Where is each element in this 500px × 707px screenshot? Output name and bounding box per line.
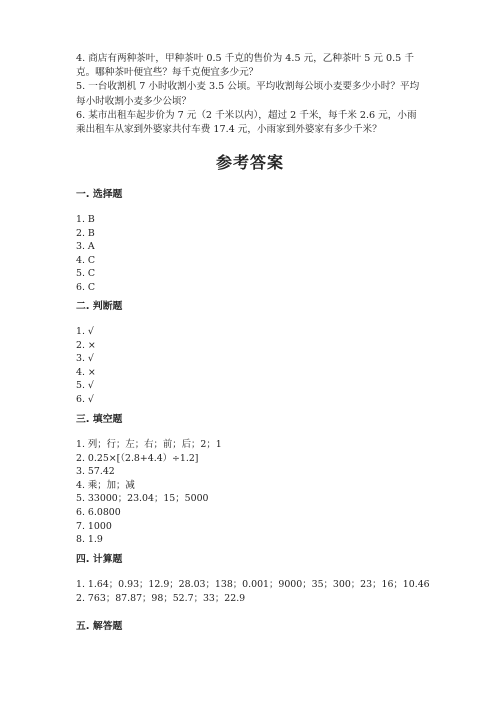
answer-line: 6. √: [76, 393, 94, 405]
answer-line: 2. 763；87.87；98；52.7；33；22.9: [76, 592, 246, 604]
answer-line: 3. 57.42: [76, 466, 115, 478]
section-title: 三. 填空题: [76, 414, 123, 425]
section-multiple-choice: [76, 186, 122, 295]
answer-line: 1. √: [76, 326, 94, 337]
answer-line: 5. √: [76, 380, 94, 392]
answer-line: 5. C: [76, 268, 96, 280]
answer-line: 6. 6.0800: [76, 506, 121, 518]
section-calculation: [76, 551, 430, 605]
problem-4: 4. 商店有两种茶叶，甲种茶叶 0.5 千克的售价为 4.5 元，乙种茶叶 5 元 0.5 千克。哪种茶叶便宜些？每千克便宜多少元？: [76, 53, 414, 79]
section-title: 四. 计算题: [76, 554, 123, 565]
section-title: 一. 选择题: [76, 189, 123, 200]
problem-6: 6. 某市出租车起步价为 7 元（2 千米以内），超过 2 千米，每千米 2.6 元，小雨乘出租车从家到外婆家共付车费 17.4 元，小雨家到外婆家有多少千米？: [76, 109, 417, 136]
answer-line: 4. 乘；加；减: [76, 479, 135, 491]
answer-line: 6. C: [76, 281, 96, 293]
answer-line: 4. ×: [76, 366, 96, 378]
answer-line: 4. C: [76, 254, 96, 266]
answer-key-title: 参考答案: [215, 153, 284, 172]
answer-line: 7. 1000: [76, 520, 112, 532]
answer-line: 8. 1.9: [76, 534, 103, 546]
answer-line: 2. 0.25×[（2.8+4.4）÷1.2]: [76, 452, 199, 464]
section-true-false: [76, 298, 122, 407]
answer-line: 2. ×: [76, 339, 96, 351]
answer-line: 1. B: [76, 214, 95, 225]
answer-line: 1. 列；行；左；右；前；后；2；1: [76, 439, 222, 450]
answer-line: 2. B: [76, 227, 95, 239]
answer-line: 5. 33000；23.04；15；5000: [76, 493, 209, 505]
answer-line: 3. √: [76, 353, 94, 365]
problem-5: 5. 一台收割机 7 小时收割小麦 3.5 公顷。平均收割每公顷小麦要多少小时？平均每小时收割小麦多少公顷？: [76, 81, 420, 107]
section-title: 二. 判断题: [76, 301, 123, 312]
section-title: 五. 解答题: [76, 621, 123, 632]
section-fill-in: [76, 411, 222, 547]
answer-line: 1. 1.64；0.93；12.9；28.03；138；0.001；9000；35；300；23；16；10.46: [76, 579, 430, 590]
answer-line: 3. A: [76, 241, 95, 253]
section-word-problems: [76, 618, 122, 632]
word-problems: [76, 52, 426, 137]
